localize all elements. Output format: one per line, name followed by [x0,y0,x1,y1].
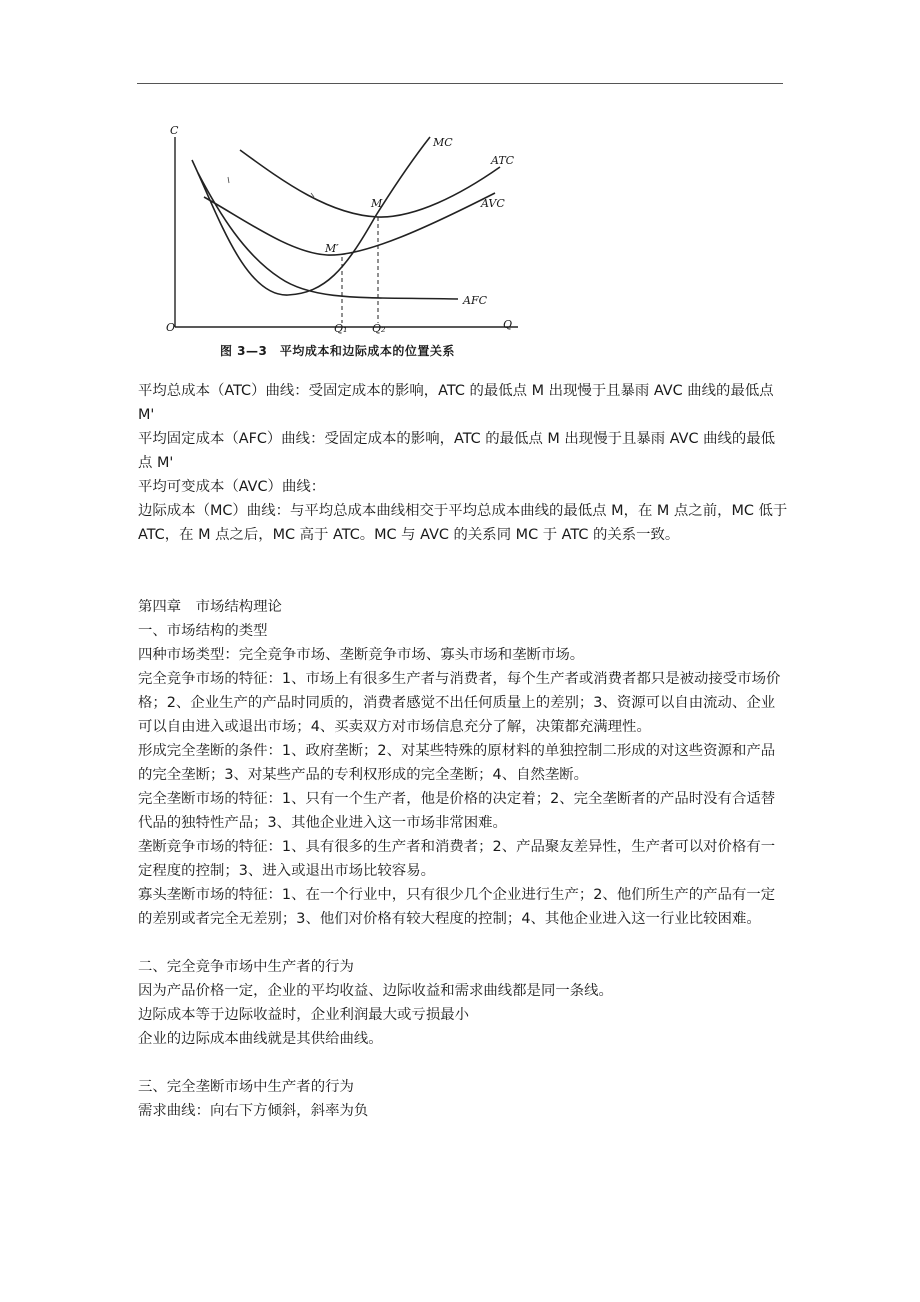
chapter-title: 第四章 市场结构理论 [138,599,282,615]
mc-note: 边际成本（MC）曲线：与平均总成本曲线相交于平均总成本曲线的最低点 M，在 M 点之前，MC 低于 ATC，在 M 点之后，MC 高于 ATC。MC 与 AVC 的关系同 MC 于 ATC 的关系一致。 [138,503,788,543]
body-paragraph: 因为产品价格一定，企业的平均收益、边际收益和需求曲线都是同一条线。 [138,983,613,999]
avc-note: 平均可变成本（AVC）曲线： [138,479,326,495]
scan-mark [228,177,229,183]
mc-label: MC [433,136,453,149]
afc-label: AFC [463,294,487,307]
section-heading: 二、完全竞争市场中生产者的行为 [138,959,354,975]
avc-curve [204,193,495,255]
origin-label: O [166,321,176,334]
atc-note: 平均总成本（ATC）曲线：受固定成本的影响，ATC 的最低点 M 出现慢于且暴雨 AVC 曲线的最低点 M' [138,383,774,423]
body-paragraph: 需求曲线：向右下方倾斜，斜率为负 [138,1103,369,1119]
q2-label: Q₂ [372,322,386,335]
atc-curve [240,150,500,217]
x-axis-label: Q [503,318,513,331]
monopoly-conditions-paragraph: 形成完全垄断的条件：1、政府垄断；2、对某些特殊的原材料的单独控制二形成的对这些资源和产品的完全垄断；3、对某些产品的专利权形成的完全垄断；4、自然垄断。 [138,743,776,783]
market-types-paragraph: 四种市场类型：完全竞争市场、垄断竞争市场、寡头市场和垄断市场。 [138,647,585,663]
point-m-label: M [371,197,383,210]
chapter-4 [138,595,788,1123]
y-axis-label: C [170,124,179,137]
cost-curves-notes [138,379,788,547]
avc-label: AVC [481,197,505,210]
header-rule [137,83,783,84]
point-m-prime-label: M′ [325,242,339,255]
section-heading: 三、完全垄断市场中生产者的行为 [138,1079,354,1095]
oligopoly-paragraph: 寡头垄断市场的特征：1、在一个行业中，只有很少几个企业进行生产；2、他们所生产的产品有一定的差别或者完全无差别；3、他们对价格有较大程度的控制；4、其他企业进入这一行业比较困难。 [138,887,776,927]
figure-caption: 图 3—3 平均成本和边际成本的位置关系 [220,344,455,358]
atc-label: ATC [491,154,515,167]
body-paragraph: 企业的边际成本曲线就是其供给曲线。 [138,1031,383,1047]
afc-note: 平均固定成本（AFC）曲线：受固定成本的影响，ATC 的最低点 M 出现慢于且暴雨 AVC 曲线的最低点 M' [138,431,776,471]
monopolistic-competition-paragraph: 垄断竞争市场的特征：1、具有很多的生产者和消费者；2、产品聚友差异性，生产者可以对价格有一定程度的控制；3、进入或退出市场比较容易。 [138,839,776,879]
body-paragraph: 边际成本等于边际收益时，企业利润最大或亏损最小 [138,1007,469,1023]
monopoly-features-paragraph: 完全垄断市场的特征：1、只有一个生产者，他是价格的决定着；2、完全垄断者的产品时没有合适替代品的独特性产品；3、其他企业进入这一市场非常困难。 [138,791,776,831]
q1-label: Q₁ [334,322,348,335]
section-heading: 一、市场结构的类型 [138,623,268,639]
cost-curves-figure [150,115,530,365]
perfect-competition-paragraph: 完全竞争市场的特征：1、市场上有很多生产者与消费者，每个生产者或消费者都只是被动接受市场价格；2、企业生产的产品时同质的，消费者感觉不出任何质量上的差别；3、资源可以自由流动、企业可以自由进入或退出市场；4、买卖双方对市场信息充分了解，决策都充满理性。 [138,671,781,735]
